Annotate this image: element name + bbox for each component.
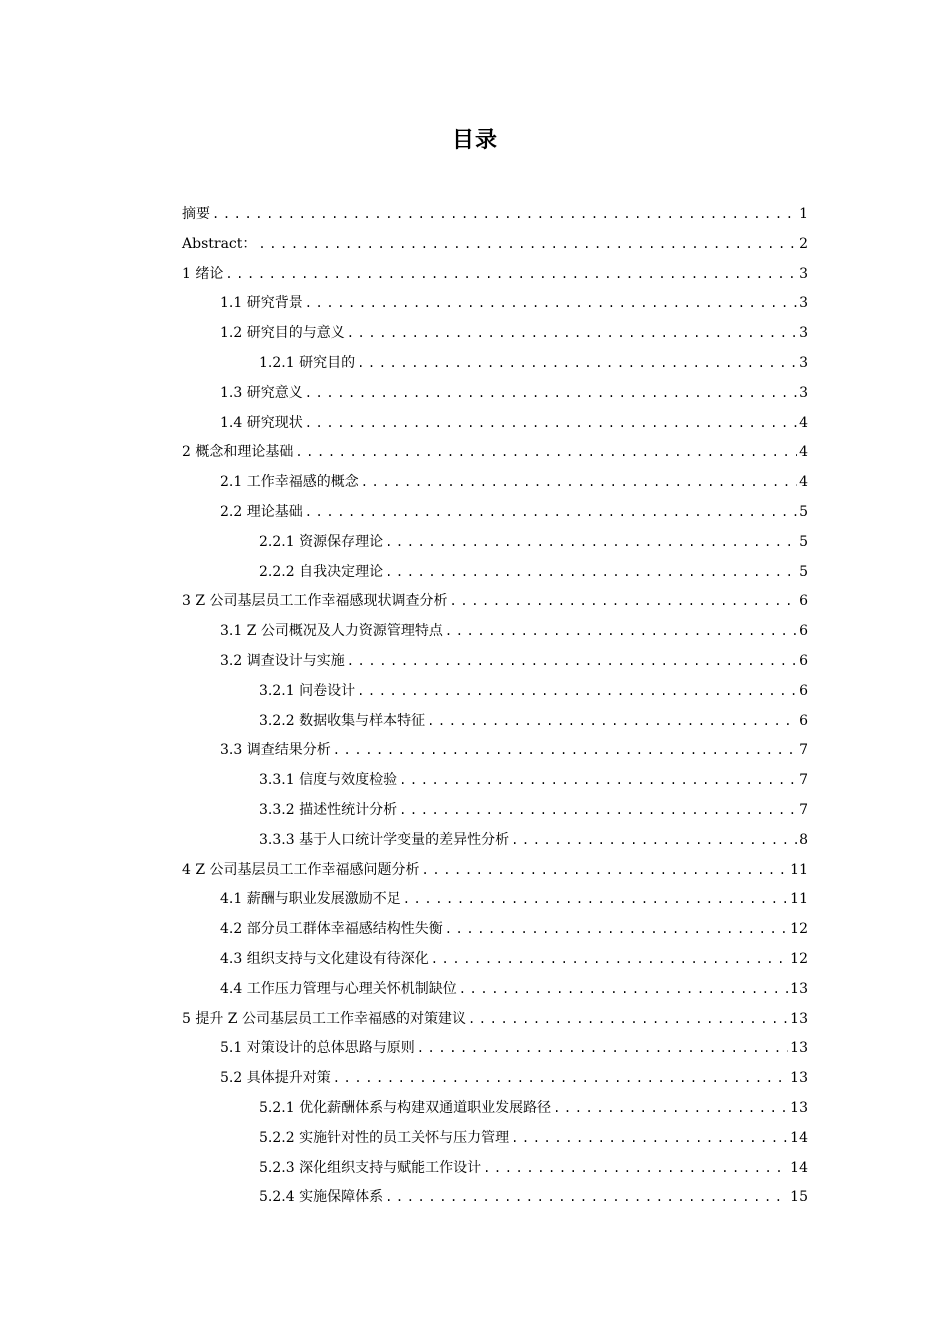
toc-entry[interactable] — [182, 826, 808, 856]
toc-dot-leader — [483, 1154, 788, 1184]
toc-entry-label: 2 概念和理论基础 — [182, 444, 294, 461]
toc-entry-label: 4.2 部分员工群体幸福感结构性失衡 — [220, 921, 443, 938]
toc-entry-page-number: 6 — [799, 712, 808, 729]
toc-entry-page-number: 14 — [790, 1159, 808, 1176]
toc-entry-label: 5.2.1 优化薪酬体系与构建双通道职业发展路径 — [259, 1099, 552, 1116]
toc-entry-page-number: 4 — [799, 474, 808, 491]
toc-dot-leader — [445, 617, 797, 647]
toc-entry-page-number: 5 — [799, 533, 808, 550]
toc-dot-leader — [422, 856, 789, 886]
toc-entry[interactable] — [182, 468, 808, 498]
toc-entry-label: 5.1 对策设计的总体思路与原则 — [220, 1040, 415, 1057]
toc-entry-page-number: 12 — [790, 921, 808, 938]
toc-dot-leader — [305, 379, 797, 409]
toc-entry-label: 3.1 Z 公司概况及人力资源管理特点 — [220, 623, 443, 640]
toc-dot-leader — [347, 319, 797, 349]
toc-dot-leader — [431, 945, 788, 975]
toc-dot-leader — [459, 975, 788, 1005]
toc-entry-page-number: 8 — [799, 831, 808, 848]
toc-entry-page-number: 11 — [790, 861, 808, 878]
toc-entry[interactable] — [182, 915, 808, 945]
toc-entry-page-number: 2 — [799, 235, 808, 252]
toc-entry[interactable] — [182, 707, 808, 737]
toc-entry[interactable] — [182, 587, 808, 617]
toc-entry[interactable] — [182, 438, 808, 468]
toc-entry-page-number: 1 — [799, 206, 808, 222]
toc-entry-page-number: 4 — [799, 414, 808, 431]
toc-entry-page-number: 13 — [790, 1070, 808, 1087]
toc-entry-page-number: 7 — [799, 801, 808, 818]
toc-entry-page-number: 3 — [799, 265, 808, 282]
toc-entry-label: 1 绪论 — [182, 265, 224, 282]
toc-entry[interactable] — [182, 1124, 808, 1154]
toc-entry-label: 3.2 调查设计与实施 — [220, 652, 345, 669]
toc-entry[interactable] — [182, 200, 808, 230]
toc-entry-label: 5.2.2 实施针对性的员工关怀与压力管理 — [259, 1129, 510, 1146]
toc-entry[interactable] — [182, 617, 808, 647]
toc-dot-leader — [347, 647, 797, 677]
toc-entry-label: 3.2.1 问卷设计 — [259, 682, 356, 699]
toc-entry-page-number: 4 — [799, 444, 808, 461]
toc-entry[interactable] — [182, 796, 808, 826]
toc-entry[interactable] — [182, 349, 808, 379]
toc-entry-label: 3.3.2 描述性统计分析 — [259, 801, 398, 818]
toc-entry-label: 2.1 工作幸福感的概念 — [220, 474, 359, 491]
toc-entry-page-number: 3 — [799, 354, 808, 371]
toc-entry-page-number: 13 — [790, 1099, 808, 1116]
toc-dot-leader — [357, 349, 797, 379]
toc-dot-leader — [212, 200, 797, 230]
toc-entry[interactable] — [182, 1154, 808, 1184]
toc-entry-label: 4.4 工作压力管理与心理关怀机制缺位 — [220, 980, 457, 997]
toc-entry-label: 1.1 研究背景 — [220, 295, 303, 312]
toc-entry-page-number: 7 — [799, 742, 808, 759]
toc-entry-label: 5 提升 Z 公司基层员工工作幸福感的对策建议 — [182, 1010, 466, 1027]
toc-entry-page-number: 6 — [799, 652, 808, 669]
toc-dot-leader — [399, 796, 797, 826]
toc-entry[interactable] — [182, 1094, 808, 1124]
toc-entry[interactable] — [182, 498, 808, 528]
toc-entry-label: 4.1 薪酬与职业发展激励不足 — [220, 891, 401, 908]
toc-dot-leader — [445, 915, 788, 945]
toc-entry-label: 摘要 — [182, 206, 210, 222]
toc-entry[interactable] — [182, 766, 808, 796]
toc-dot-leader — [427, 707, 797, 737]
toc-entry[interactable] — [182, 856, 808, 886]
toc-entry[interactable] — [182, 647, 808, 677]
toc-entry[interactable] — [182, 1034, 808, 1064]
toc-entry[interactable] — [182, 1005, 808, 1035]
toc-entry[interactable] — [182, 409, 808, 439]
toc-entry-page-number: 14 — [790, 1129, 808, 1146]
toc-entry-page-number: 3 — [799, 325, 808, 342]
toc-dot-leader — [225, 260, 797, 290]
toc-entry-label: 1.4 研究现状 — [220, 414, 303, 431]
toc-dot-leader — [417, 1034, 788, 1064]
toc-dot-leader — [361, 468, 797, 498]
toc-dot-leader — [357, 677, 797, 707]
toc-entry[interactable] — [182, 289, 808, 319]
toc-entry-label: 4.3 组织支持与文化建设有待深化 — [220, 950, 429, 967]
toc-entry-page-number: 13 — [790, 1040, 808, 1057]
toc-dot-leader — [295, 438, 797, 468]
toc-entry[interactable] — [182, 1183, 808, 1213]
toc-entry-page-number: 3 — [799, 295, 808, 312]
toc-entry-label: 3.3.1 信度与效度检验 — [259, 772, 398, 789]
toc-dot-leader — [385, 558, 797, 588]
toc-entry-page-number: 12 — [790, 950, 808, 967]
toc-entry[interactable] — [182, 885, 808, 915]
page-title: 目录 — [451, 128, 498, 153]
toc-dot-leader — [333, 736, 797, 766]
toc-entry-label: 2.2.1 资源保存理论 — [259, 533, 384, 550]
toc-entry-label: 5.2.3 深化组织支持与赋能工作设计 — [259, 1159, 482, 1176]
table-of-contents — [182, 200, 808, 1213]
toc-dot-leader — [399, 766, 797, 796]
toc-entry-page-number: 6 — [799, 682, 808, 699]
toc-entry-label: 2.2 理论基础 — [220, 503, 303, 520]
toc-entry[interactable] — [182, 260, 808, 290]
toc-entry[interactable] — [182, 736, 808, 766]
toc-dot-leader — [385, 528, 797, 558]
toc-entry-page-number: 11 — [790, 891, 808, 908]
toc-entry[interactable] — [182, 230, 808, 260]
toc-dot-leader — [305, 498, 797, 528]
toc-entry-label: 5.2.4 实施保障体系 — [259, 1189, 384, 1206]
toc-entry-label: Abstract： — [182, 235, 257, 252]
toc-entry-label: 3 Z 公司基层员工工作幸福感现状调查分析 — [182, 593, 448, 610]
toc-entry[interactable] — [182, 677, 808, 707]
toc-entry-label: 1.2 研究目的与意义 — [220, 325, 345, 342]
toc-entry-label: 5.2 具体提升对策 — [220, 1070, 331, 1087]
toc-entry-page-number: 5 — [799, 563, 808, 580]
toc-dot-leader — [305, 289, 797, 319]
toc-entry[interactable] — [182, 945, 808, 975]
toc-entry-label: 1.3 研究意义 — [220, 384, 303, 401]
toc-entry-page-number: 13 — [790, 980, 808, 997]
toc-dot-leader — [468, 1005, 788, 1035]
toc-entry-label: 3.3.3 基于人口统计学变量的差异性分析 — [259, 831, 510, 848]
toc-entry[interactable] — [182, 528, 808, 558]
toc-entry[interactable] — [182, 975, 808, 1005]
toc-dot-leader — [511, 1124, 788, 1154]
toc-entry-label: 2.2.2 自我决定理论 — [259, 563, 384, 580]
toc-dot-leader — [450, 587, 798, 617]
toc-entry[interactable] — [182, 379, 808, 409]
toc-dot-leader — [305, 409, 797, 439]
toc-entry-page-number: 6 — [799, 623, 808, 640]
toc-entry-page-number: 7 — [799, 772, 808, 789]
toc-dot-leader — [258, 230, 797, 260]
toc-dot-leader — [403, 885, 788, 915]
toc-entry[interactable] — [182, 558, 808, 588]
toc-entry-label: 3.3 调查结果分析 — [220, 742, 331, 759]
toc-entry[interactable] — [182, 1064, 808, 1094]
toc-entry-label: 1.2.1 研究目的 — [259, 354, 356, 371]
toc-dot-leader — [385, 1183, 788, 1213]
toc-entry-page-number: 15 — [790, 1189, 808, 1206]
toc-entry-label: 3.2.2 数据收集与样本特征 — [259, 712, 426, 729]
toc-dot-leader — [333, 1064, 788, 1094]
toc-entry-label: 4 Z 公司基层员工工作幸福感问题分析 — [182, 861, 420, 878]
toc-entry-page-number: 13 — [790, 1010, 808, 1027]
toc-entry-page-number: 5 — [799, 503, 808, 520]
toc-entry-page-number: 6 — [799, 593, 808, 610]
toc-dot-leader — [511, 826, 797, 856]
toc-dot-leader — [553, 1094, 788, 1124]
toc-entry[interactable] — [182, 319, 808, 349]
toc-entry-page-number: 3 — [799, 384, 808, 401]
